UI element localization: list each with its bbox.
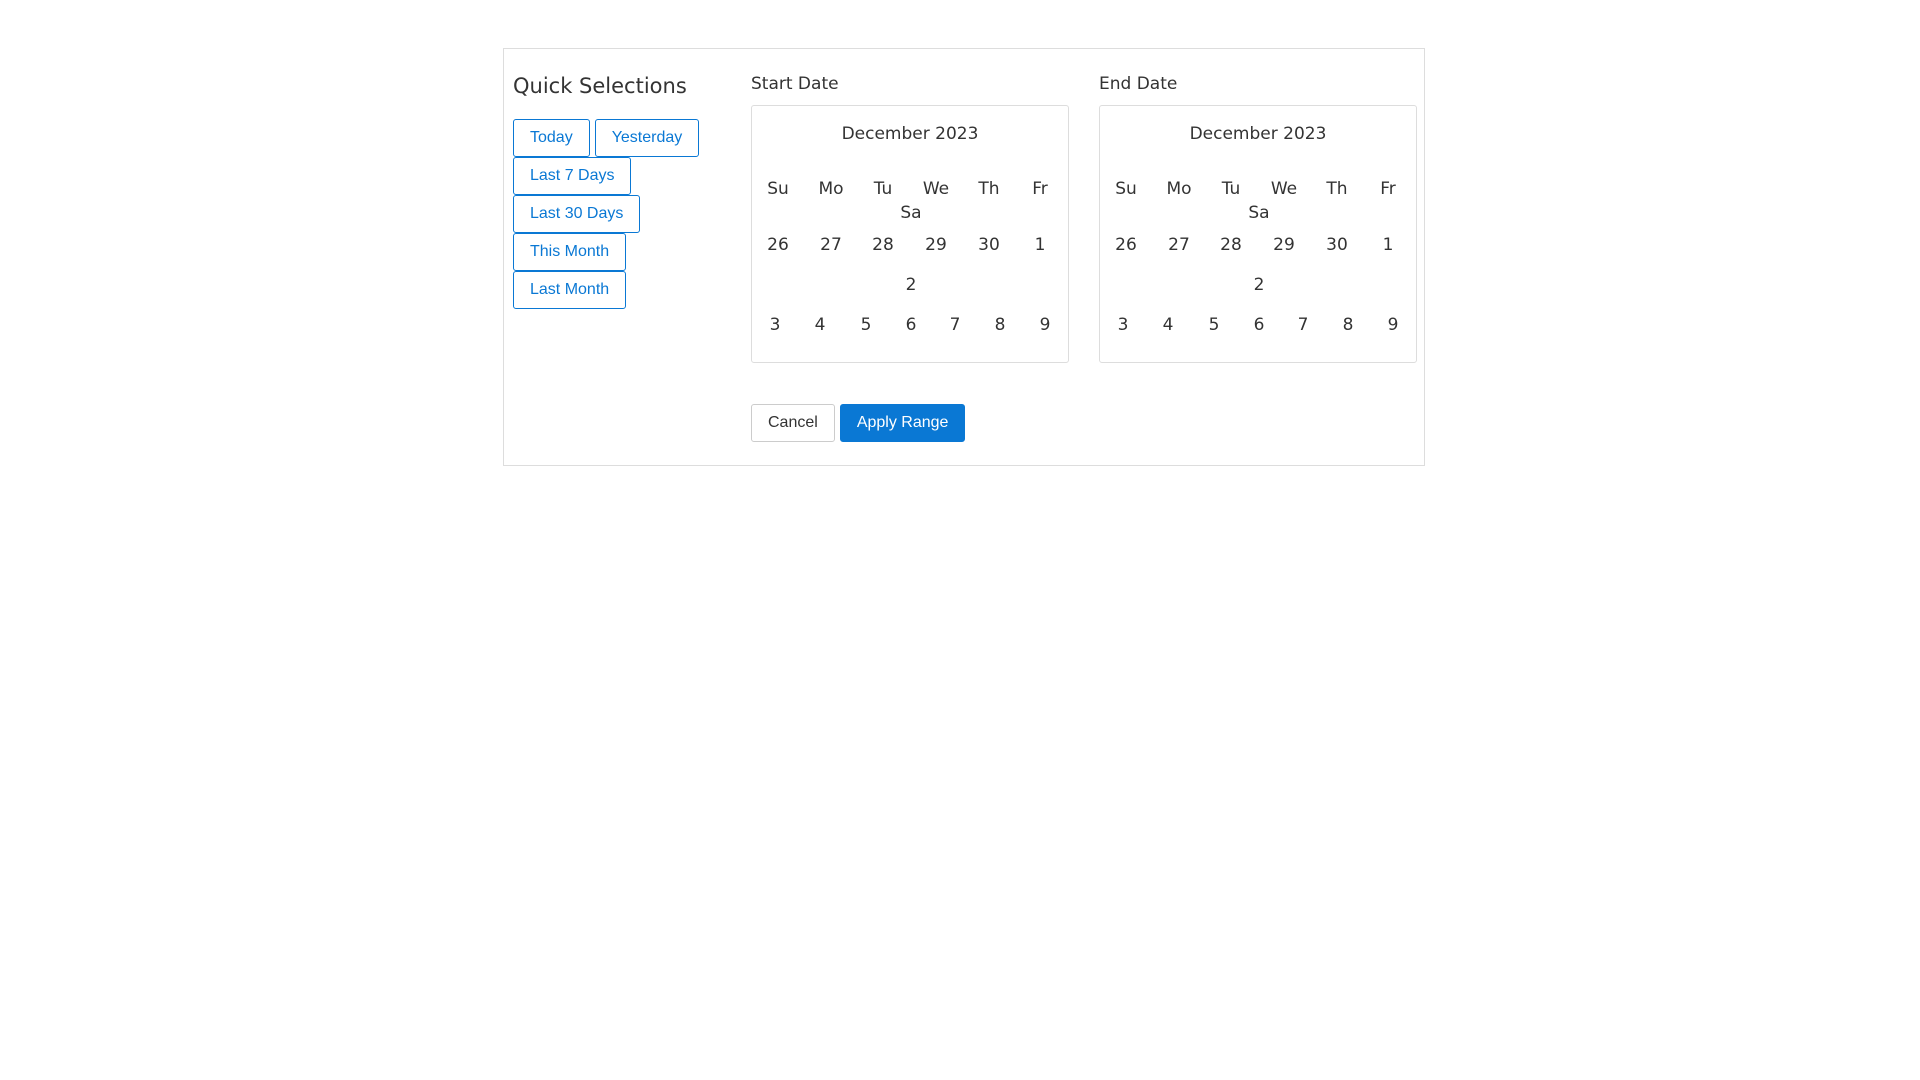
quick-last-month-button[interactable]: Last Month [513, 271, 626, 309]
actions-bar [751, 404, 965, 442]
end-day-cell[interactable]: 1 [1382, 235, 1394, 255]
start-day-cell[interactable]: 1 [1034, 235, 1046, 255]
start-weekday-6: Sa [900, 203, 922, 223]
quick-today-button[interactable]: Today [513, 119, 590, 157]
end-day-cell[interactable]: 6 [1253, 315, 1265, 335]
end-day-cell[interactable]: 28 [1220, 235, 1242, 255]
end-day-cell[interactable]: 4 [1162, 315, 1174, 335]
start-day-cell[interactable]: 29 [925, 235, 947, 255]
start-weekday-2: Tu [873, 179, 893, 199]
start-day-cell[interactable]: 26 [767, 235, 789, 255]
start-day-cell[interactable]: 9 [1039, 315, 1051, 335]
quick-last-7-days-button[interactable]: Last 7 Days [513, 157, 631, 195]
start-date-section [751, 73, 1069, 363]
end-day-cell[interactable]: 2 [1253, 275, 1265, 295]
end-date-label: End Date [1099, 74, 1178, 94]
end-day-cell[interactable]: 29 [1273, 235, 1295, 255]
start-date-label: Start Date [751, 74, 839, 94]
start-day-cell[interactable]: 8 [994, 315, 1006, 335]
end-weekday-4: Th [1326, 179, 1348, 199]
start-day-cell[interactable]: 5 [860, 315, 872, 335]
end-weekday-5: Fr [1380, 179, 1396, 199]
quick-this-month-button[interactable]: This Month [513, 233, 626, 271]
start-day-cell[interactable]: 2 [905, 275, 917, 295]
end-weekday-0: Su [1115, 179, 1137, 199]
end-day-cell[interactable]: 27 [1168, 235, 1190, 255]
start-day-cell[interactable]: 7 [949, 315, 961, 335]
start-day-cell[interactable]: 3 [769, 315, 781, 335]
start-calendar-month: December 2023 [841, 124, 979, 144]
quick-yesterday-button[interactable]: Yesterday [595, 119, 700, 157]
start-weekday-1: Mo [818, 179, 844, 199]
end-day-cell[interactable]: 30 [1326, 235, 1348, 255]
start-calendar [751, 105, 1069, 363]
quick-last-30-days-button[interactable]: Last 30 Days [513, 195, 640, 233]
start-day-cell[interactable]: 30 [978, 235, 1000, 255]
start-weekday-3: We [922, 179, 950, 199]
end-weekday-2: Tu [1221, 179, 1241, 199]
date-range-picker [503, 48, 1425, 466]
start-day-cell[interactable]: 6 [905, 315, 917, 335]
end-date-section [1099, 73, 1417, 363]
cancel-button[interactable]: Cancel [751, 404, 835, 442]
end-day-cell[interactable]: 8 [1342, 315, 1354, 335]
apply-range-button[interactable]: Apply Range [840, 404, 966, 442]
start-weekday-0: Su [767, 179, 789, 199]
start-day-cell[interactable]: 4 [814, 315, 826, 335]
end-day-cell[interactable]: 9 [1387, 315, 1399, 335]
end-calendar [1099, 105, 1417, 363]
start-day-cell[interactable]: 27 [820, 235, 842, 255]
end-day-cell[interactable]: 26 [1115, 235, 1137, 255]
end-day-cell[interactable]: 7 [1297, 315, 1309, 335]
end-weekday-3: We [1270, 179, 1298, 199]
end-day-cell[interactable]: 3 [1117, 315, 1129, 335]
quick-selections [513, 73, 733, 309]
end-weekday-1: Mo [1166, 179, 1192, 199]
quick-selections-buttons [513, 119, 723, 309]
start-day-cell[interactable]: 28 [872, 235, 894, 255]
end-weekday-6: Sa [1248, 203, 1270, 223]
quick-selections-title: Quick Selections [513, 74, 687, 98]
end-day-cell[interactable]: 5 [1208, 315, 1220, 335]
start-weekday-5: Fr [1032, 179, 1048, 199]
end-calendar-month: December 2023 [1189, 124, 1327, 144]
start-weekday-4: Th [978, 179, 1000, 199]
